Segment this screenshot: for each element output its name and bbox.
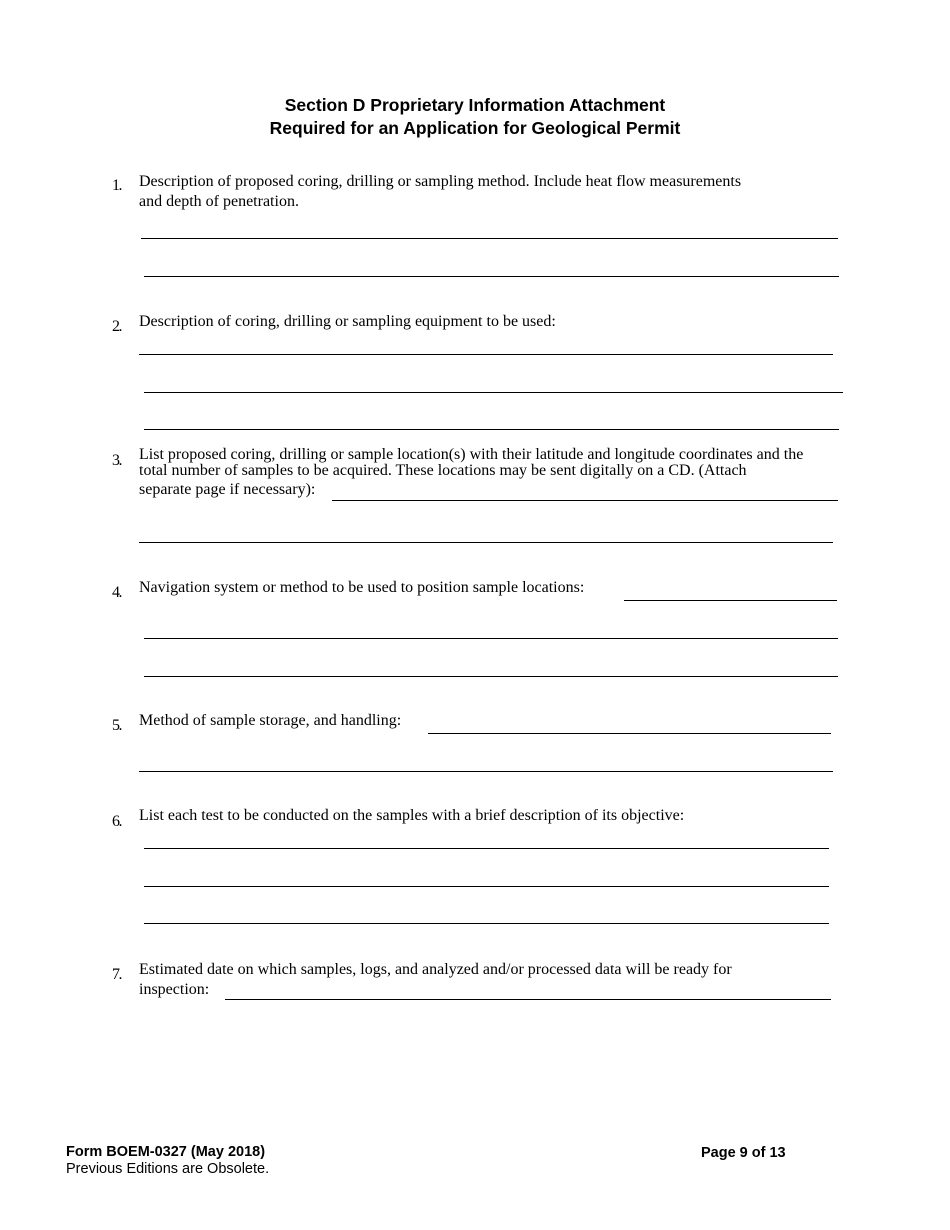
form-identifier: Form BOEM-0327 (May 2018) [66, 1144, 266, 1160]
answer-line[interactable] [144, 638, 838, 639]
answer-line[interactable] [332, 500, 838, 501]
answer-line[interactable] [144, 276, 839, 277]
answer-line[interactable] [624, 600, 837, 601]
question-text-line: Method of sample storage, and handling: [139, 712, 402, 729]
question-text-line: List proposed coring, drilling or sample location(s) with their latitude and longitude coordinates and the [139, 446, 804, 463]
answer-line[interactable] [139, 354, 833, 355]
answer-line[interactable] [144, 886, 829, 887]
question-text-line: Estimated date on which samples, logs, and analyzed and/or processed data will be ready for [139, 961, 732, 978]
obsolete-note: Previous Editions are Obsolete. [66, 1161, 270, 1177]
page-title-line-1: Section D Proprietary Information Attachment [284, 95, 666, 115]
question-text-line: inspection: [139, 981, 210, 998]
question-number: 6. [112, 813, 121, 830]
question-text-line: Description of proposed coring, drilling or sampling method. Include heat flow measurements [139, 173, 742, 190]
question-text-line: total number of samples to be acquired. These locations may be sent digitally on a CD. (Attach [139, 462, 747, 479]
answer-line[interactable] [144, 848, 829, 849]
answer-line[interactable] [139, 542, 833, 543]
question-text-line: and depth of penetration. [139, 193, 299, 210]
page-title-line-2: Required for an Application for Geological Permit [269, 118, 681, 138]
answer-line[interactable] [139, 771, 833, 772]
question-text-line: separate page if necessary): [139, 481, 316, 498]
question-text-line: List each test to be conducted on the samples with a brief description of its objective: [139, 807, 685, 824]
answer-line[interactable] [144, 676, 838, 677]
answer-line[interactable] [144, 392, 843, 393]
answer-line[interactable] [144, 429, 839, 430]
question-number: 7. [112, 966, 121, 983]
page-number: Page 9 of 13 [701, 1145, 786, 1161]
answer-line[interactable] [144, 923, 829, 924]
question-number: 3. [112, 452, 121, 469]
answer-line[interactable] [225, 999, 831, 1000]
question-text-line: Description of coring, drilling or sampling equipment to be used: [139, 313, 556, 330]
answer-line[interactable] [428, 733, 831, 734]
question-number: 2. [112, 318, 121, 335]
question-number: 5. [112, 717, 121, 734]
question-number: 4. [112, 584, 121, 601]
question-number: 1. [112, 177, 121, 194]
question-text-line: Navigation system or method to be used to position sample locations: [139, 579, 585, 596]
answer-line[interactable] [141, 238, 838, 239]
